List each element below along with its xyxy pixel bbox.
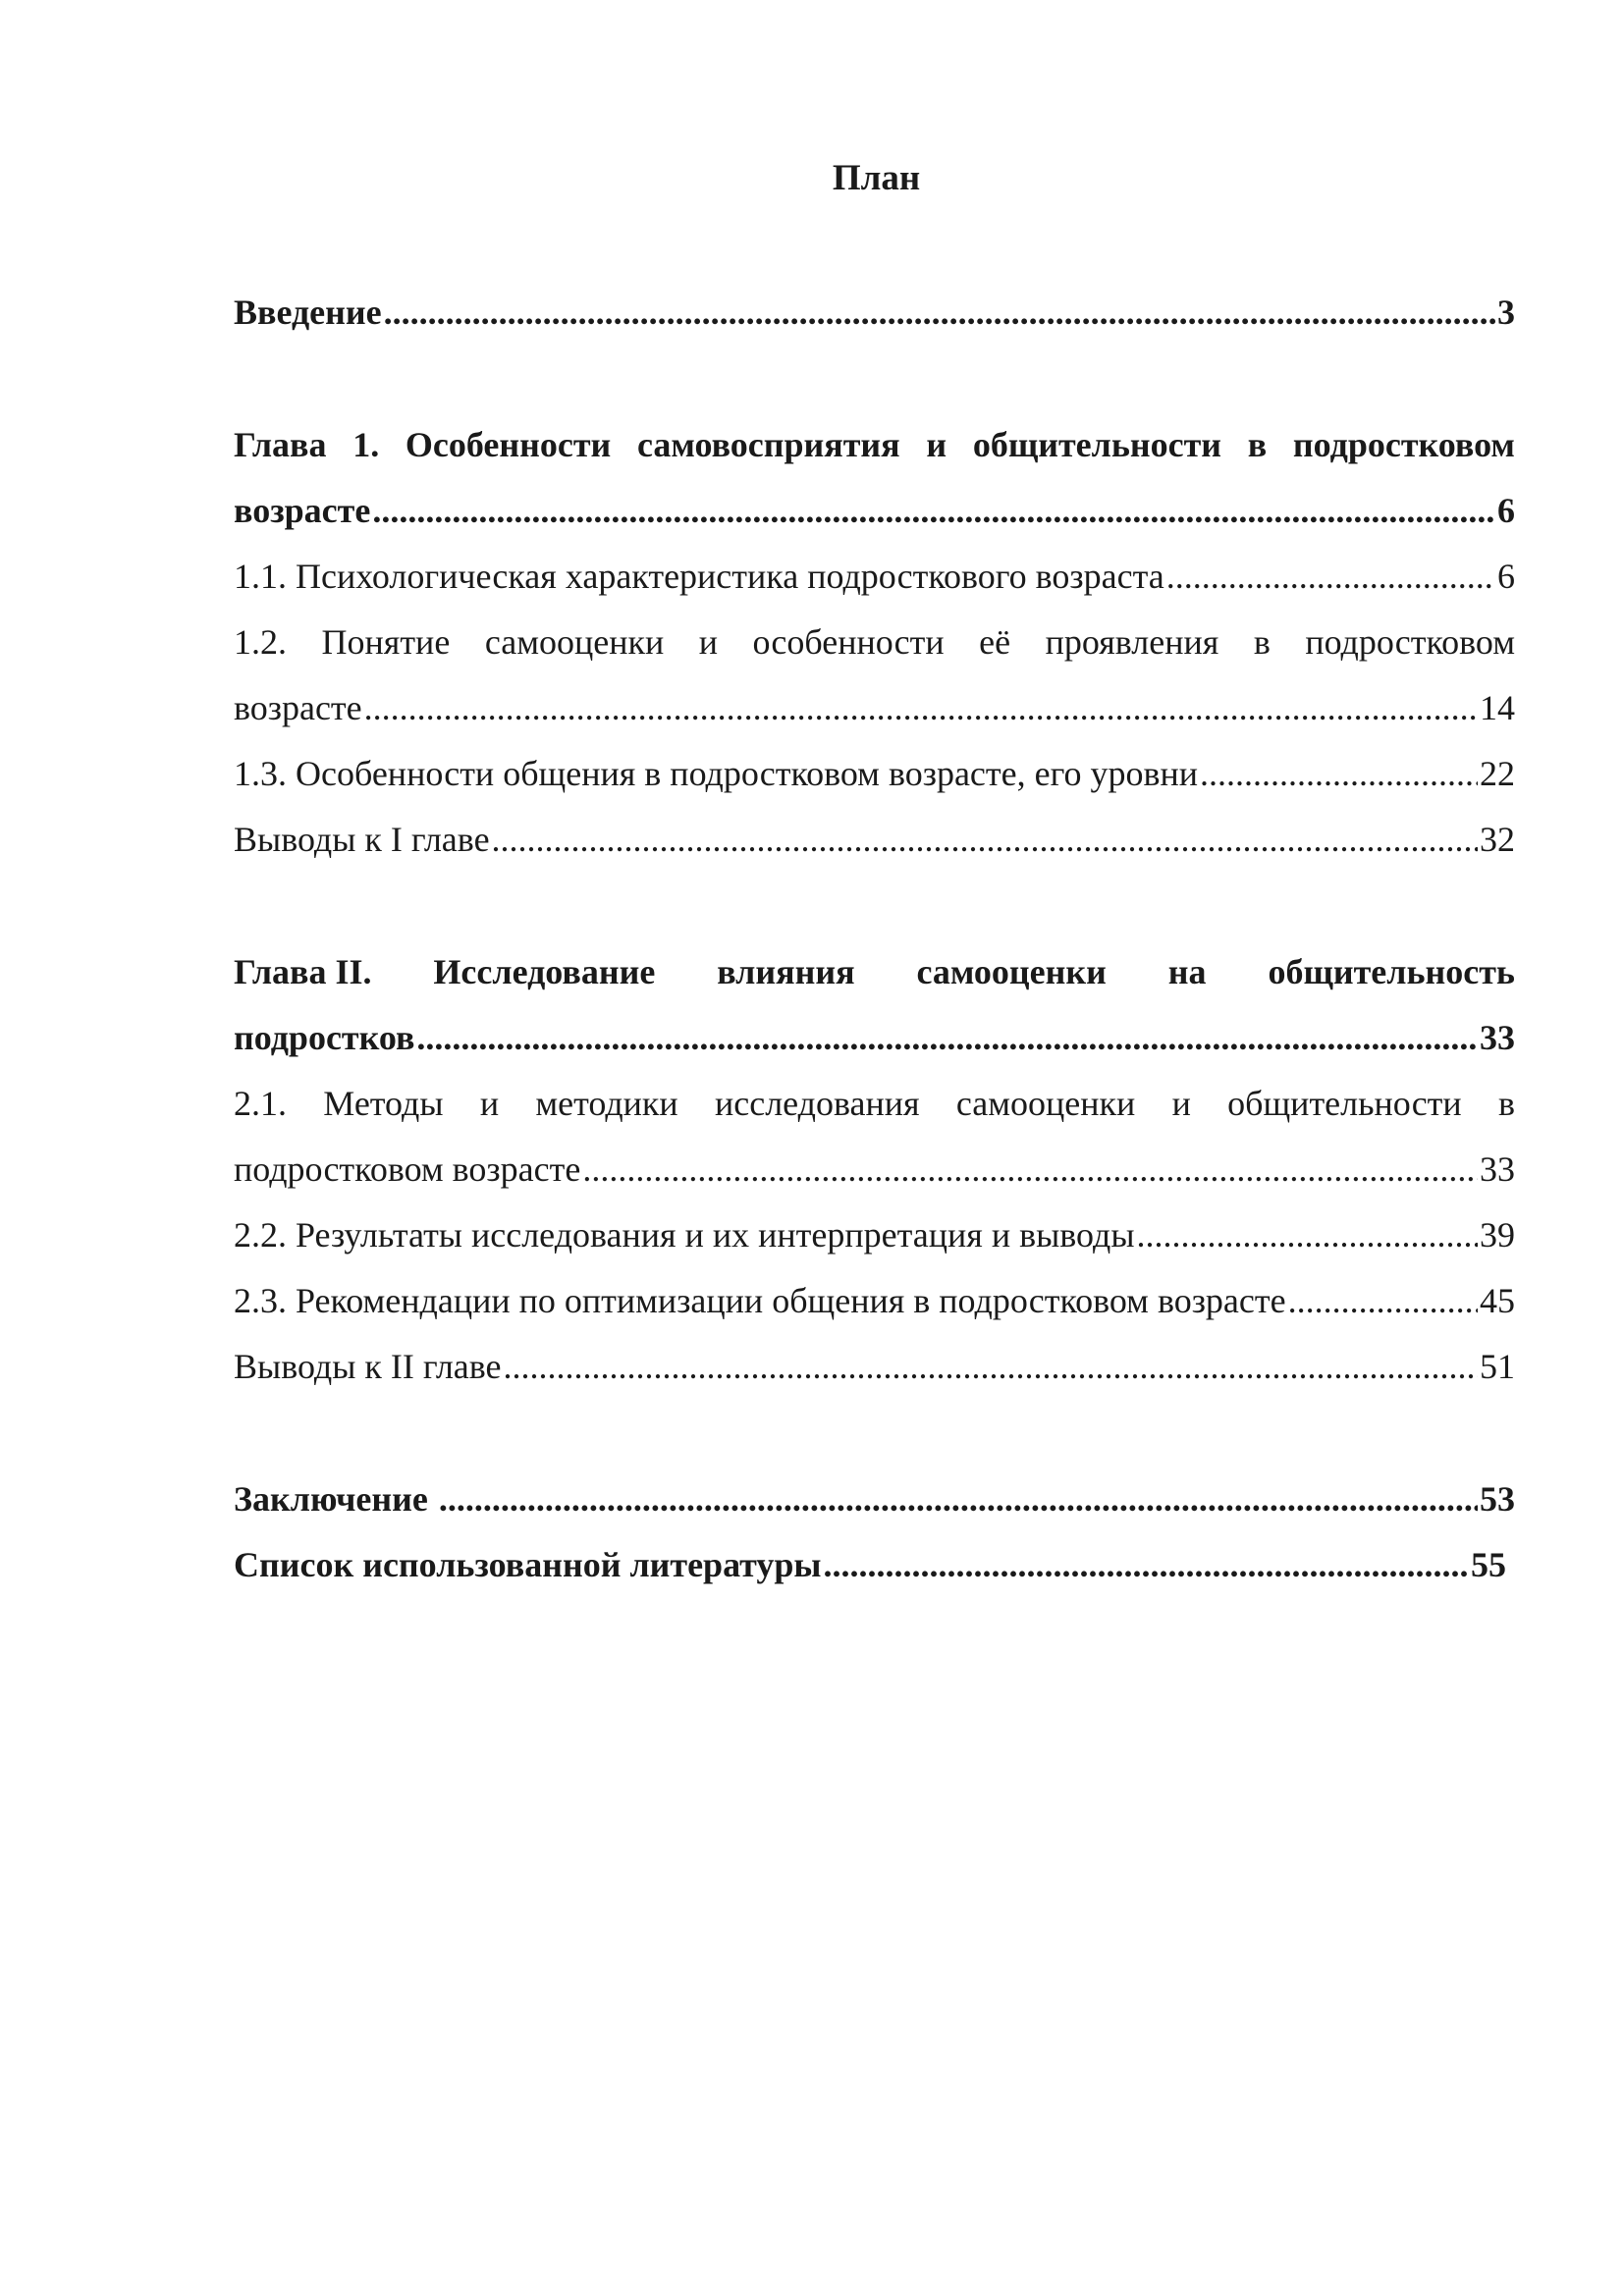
toc-entry-label: Выводы к II главе xyxy=(234,1347,502,1386)
toc-page-number: 51 xyxy=(1480,1347,1515,1386)
toc-leader-dots xyxy=(1288,1273,1478,1328)
word: Понятие xyxy=(321,622,451,662)
word: влияния xyxy=(717,952,855,991)
toc-entry-label: 2.3. Рекомендации по оптимизации общения в подростковом возрасте xyxy=(234,1281,1286,1320)
toc-entry-label: подростков xyxy=(234,1018,415,1057)
word: общительности xyxy=(1227,1084,1462,1123)
word: в xyxy=(1247,425,1268,464)
toc-entry-label: 2.2. Результаты исследования и их интерпретация и выводы xyxy=(234,1215,1135,1255)
word: подростковом xyxy=(1292,425,1515,464)
toc-page-number: 3 xyxy=(1497,293,1515,332)
toc-entry-conclusion[interactable] xyxy=(234,1471,1515,1526)
word: общительность xyxy=(1268,952,1515,991)
toc-leader-dots xyxy=(384,285,1495,340)
toc-leader-dots xyxy=(1137,1207,1478,1262)
toc-leader-dots xyxy=(439,1471,1478,1526)
word: в xyxy=(1253,622,1271,662)
toc-entry-section-1-2-line2[interactable] xyxy=(234,680,1515,735)
toc-entry-label: Заключение xyxy=(234,1479,437,1519)
toc-leader-dots xyxy=(492,812,1478,867)
page-title: План xyxy=(832,158,921,198)
toc-entry-label: 1.3. Особенности общения в подростковом возрасте, его уровни xyxy=(234,754,1198,793)
toc-leader-dots xyxy=(504,1339,1478,1394)
toc-entry-section-2-1-line2[interactable] xyxy=(234,1142,1515,1197)
toc-entry-section-1-3[interactable] xyxy=(234,746,1515,801)
toc-entry-chapter1-line1[interactable] xyxy=(234,417,1515,472)
word: Методы xyxy=(323,1084,444,1123)
toc-leader-dots xyxy=(364,680,1478,735)
toc-page-number: 55 xyxy=(1471,1545,1506,1584)
word: самовосприятия xyxy=(637,425,900,464)
toc-entry-label: Выводы к I главе xyxy=(234,820,490,859)
toc-page-number: 14 xyxy=(1480,688,1515,727)
word: её xyxy=(979,622,1011,662)
toc-leader-dots xyxy=(416,1010,1478,1065)
word: исследования xyxy=(714,1084,920,1123)
word: общительности xyxy=(972,425,1222,464)
toc-entry-label: подростковом возрасте xyxy=(234,1149,581,1189)
toc-entry-label: возрасте xyxy=(234,688,362,727)
toc-entry-section-2-3[interactable] xyxy=(234,1273,1515,1328)
word: самооценки xyxy=(955,1084,1136,1123)
toc-leader-dots xyxy=(1166,549,1495,604)
toc-page-number: 45 xyxy=(1480,1281,1515,1320)
toc-page-number: 32 xyxy=(1480,820,1515,859)
toc-entry-label: Введение xyxy=(234,293,382,332)
toc-entry-section-2-1-line1[interactable] xyxy=(234,1076,1515,1131)
word: и xyxy=(698,622,719,662)
word: и xyxy=(479,1084,500,1123)
word: и xyxy=(1171,1084,1191,1123)
toc-leader-dots xyxy=(823,1537,1469,1592)
toc-entry-conclusions-chapter2[interactable] xyxy=(234,1339,1515,1394)
toc-page-number: 6 xyxy=(1497,491,1515,530)
word: Глава II. xyxy=(234,952,372,991)
toc-entry-conclusions-chapter1[interactable] xyxy=(234,812,1515,867)
toc-entry-section-2-2[interactable] xyxy=(234,1207,1515,1262)
word: Особенности xyxy=(405,425,612,464)
word: Исследование xyxy=(433,952,656,991)
toc-entry-chapter1-line2[interactable] xyxy=(234,483,1515,538)
toc-leader-dots xyxy=(582,1142,1478,1197)
toc-page-number: 53 xyxy=(1480,1479,1515,1519)
toc-entry-label: 1.1. Психологическая характеристика подросткового возраста xyxy=(234,557,1164,596)
toc-entry-chapter2-line1[interactable] xyxy=(234,944,1515,999)
word: Глава xyxy=(234,425,327,464)
word: самооценки xyxy=(916,952,1107,991)
word: подростковом xyxy=(1305,622,1515,662)
toc-leader-dots xyxy=(1200,746,1478,801)
toc-entry-references[interactable] xyxy=(234,1537,1506,1592)
word: особенности xyxy=(752,622,945,662)
toc-leader-dots xyxy=(372,483,1495,538)
toc-page-number: 22 xyxy=(1480,754,1515,793)
word: на xyxy=(1167,952,1207,991)
toc-entry-introduction[interactable] xyxy=(234,285,1515,340)
toc-page-number: 33 xyxy=(1480,1018,1515,1057)
word: 2.1. xyxy=(234,1084,287,1123)
word: и xyxy=(926,425,947,464)
word: 1. xyxy=(352,425,380,464)
toc-entry-label: Список использованной литературы xyxy=(234,1545,822,1584)
toc-page-number: 33 xyxy=(1480,1149,1515,1189)
toc-page-number: 39 xyxy=(1480,1215,1515,1255)
toc-entry-label: возрасте xyxy=(234,491,371,530)
word: 1.2. xyxy=(234,622,287,662)
word: проявления xyxy=(1045,622,1219,662)
toc-page-number: 6 xyxy=(1497,557,1515,596)
toc-entry-section-1-2-line1[interactable] xyxy=(234,614,1515,669)
word: самооценки xyxy=(484,622,665,662)
toc-entry-section-1-1[interactable] xyxy=(234,549,1515,604)
word: методики xyxy=(535,1084,678,1123)
toc-entry-chapter2-line2[interactable] xyxy=(234,1010,1515,1065)
word: в xyxy=(1497,1084,1515,1123)
